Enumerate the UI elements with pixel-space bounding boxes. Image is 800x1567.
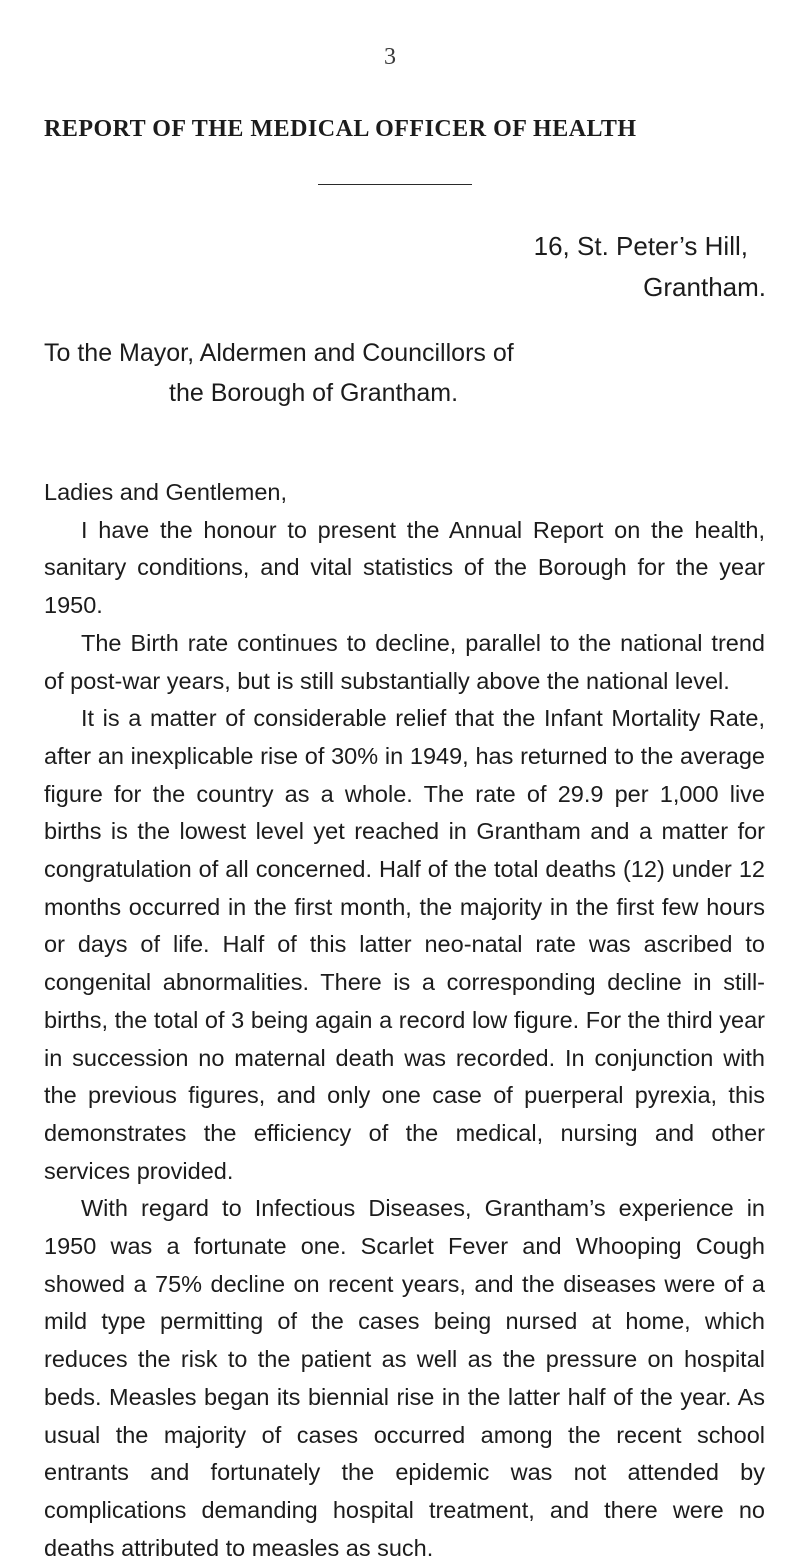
address-line-2: Grantham. [643,272,766,302]
paragraph-introduction: I have the honour to present the Annual Report on the health, sanitary conditions, and vital statistics of the Borough for the year 1950. [44,516,765,619]
sender-address [346,226,766,308]
report-title: REPORT OF THE MEDICAL OFFICER OF HEALTH [44,116,637,142]
addressee-block [44,333,764,413]
title-divider [318,184,472,185]
addressee-line-1: To the Mayor, Aldermen and Councillors of [44,339,514,367]
address-line-1: 16, St. Peter’s Hill, [533,231,748,261]
paragraph-infant-mortality: It is a matter of considerable relief that the Infant Mortality Rate, after an inexplicable rise of 30% in 1949, has returned to the average figure for the country as a whole. The rate of 29.9 per 1,000 live births is the lowest level yet reached in Grantham and a matter for congratulation of all concerned. Half of the total deaths (12) under 12 months occurred in the first month, the majority in the first few hours or days of life. Half of this latter neo-natal rate was ascribed to congenital abnormalities. There is a corresponding decline in still-births, the total of 3 being again a record low figure. For the third year in succession no maternal death was recorded. In conjunction with the previous figures, and only one case of puerperal pyrexia, this demonstrates the efficiency of the medical, nursing and other services provided. [44,705,765,1184]
page-number: 3 [384,44,396,70]
paragraph-infectious-diseases: With regard to Infectious Diseases, Grantham’s experience in 1950 was a fortunate one. Scarlet Fever and Whooping Cough showed a 75% decline on recent years, and the diseases were of a mild type permitting of the cases being nursed at home, which reduces the risk to the patient as well as the pressure on hospital beds. Measles began its biennial rise in the latter half of the year. As usual the majority of cases occurred among the recent school entrants and fortunately the epidemic was not attended by complications demanding hospital treatment, and there were no deaths attributed to measles as such. [44,1195,765,1561]
salutation: Ladies and Gentlemen, [44,479,287,505]
letter-body [44,474,765,1567]
paragraph-birth-rate: The Birth rate continues to decline, parallel to the national trend of post-war years, but is still substantially above the national level. [44,629,765,694]
addressee-line-2: the Borough of Grantham. [169,379,459,407]
